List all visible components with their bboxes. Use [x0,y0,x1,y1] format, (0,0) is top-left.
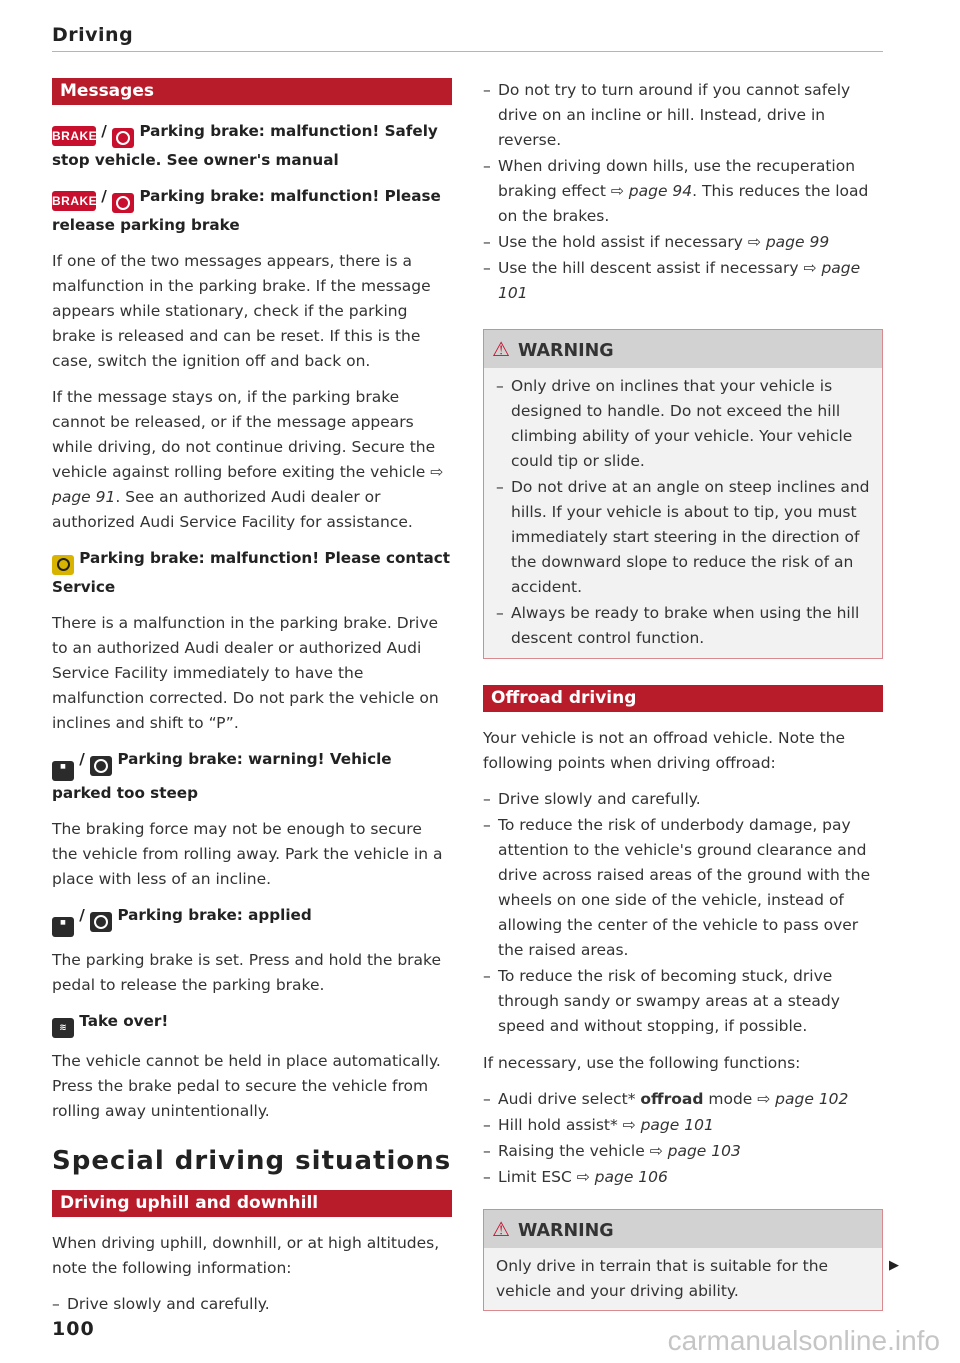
list-item: – Do not drive at an angle on steep inclines and hills. If your vehicle is about to tip, you must immediately start steering in the direction of the downward slope to reduce the risk of an accident. [496,475,870,600]
special-situations-heading: Special driving situations [52,1146,452,1176]
paragraph-text: If the message stays on, if the parking brake cannot be released, or if the message appears while driving, do not continue driving. Secure the vehicle against rolling before exiting the vehicle [52,388,436,481]
icon-separator: / [79,906,85,924]
icon-separator: / [101,122,107,140]
message-1 [52,119,452,173]
right-column [483,78,883,1311]
parking-brake-red-icon [112,193,134,213]
warning-title: WARNING [517,1221,614,1241]
paragraph-functions: If necessary, use the following functions: [483,1054,801,1072]
message-1-text: Parking brake: malfunction! Safely stop vehicle. See owner's manual [52,122,438,169]
watermark-logo: carmanualsonline.info [667,1325,940,1356]
offroad-list [483,787,883,1039]
continue-arrow-icon: ▶ [889,1258,899,1273]
mode-name: offroad [640,1090,704,1108]
uphill-tips-list [483,78,883,306]
list-item [483,154,883,229]
page-reference-link[interactable]: ⇨ page 91 [52,463,444,506]
icon-separator: / [101,187,107,205]
paragraph-take-over: The vehicle cannot be held in place automatically. Press the brake pedal to secure the vehicle from rolling away unintentionally. [52,1052,441,1120]
page-reference-link[interactable]: ⇨ page 106 [576,1168,668,1186]
message-6 [52,1009,452,1038]
list-item: – Drive slowly and carefully. [52,1292,452,1317]
warning-body [484,1248,882,1310]
warning-header [484,1210,882,1248]
list-item-text: . This reduces the load on the brakes. [498,182,869,225]
list-item-text: Hill hold assist* [498,1116,623,1134]
paragraph-text: . See an authorized Audi dealer or authorized Audi Service Facility for assistance. [52,488,413,531]
warning-title: WARNING [517,341,614,361]
list-item-text: Limit ESC [498,1168,577,1186]
list-item-text: mode [703,1090,758,1108]
left-column [52,78,452,1318]
park-brake-dark-icon: ■ [52,917,74,937]
paragraph-message-stays-on [52,385,452,535]
page-reference-link[interactable]: ⇨ page 102 [757,1090,849,1108]
list-item-text: Use the hill descent assist if necessary [498,259,804,277]
list-item [483,78,883,153]
list-item-text: Raising the vehicle [498,1142,650,1160]
page-reference-link[interactable]: ⇨ page 101 [498,259,861,302]
paragraph-too-steep: The braking force may not be enough to secure the vehicle from rolling away. Park the vehicle in a place with less of an incline. [52,820,443,888]
icon-separator: / [79,750,85,768]
list-item-text: Do not try to turn around if you cannot safely drive on an incline or hill. Instead, drive in reverse. [498,81,851,149]
paragraph-malfunction: If one of the two messages appears, there is a malfunction in the parking brake. If the message appears while stationary, check if the parking brake is released and can be reset. If this is the case, switch the ignition off and back on. [52,252,431,370]
list-item [483,1087,883,1112]
list-item-text: Use the hold assist if necessary [498,233,748,251]
uphill-list [52,1292,452,1317]
brake-warning-icon: BRAKE [52,191,96,211]
list-item-text: When driving down hills, use the recuperation braking effect [498,157,856,200]
warning-box-hills [483,329,883,659]
warning-list [496,374,870,651]
brake-warning-icon: BRAKE [52,126,96,146]
message-5-text: Parking brake: applied [117,906,312,924]
page-reference-link[interactable]: ⇨ page 103 [649,1142,741,1160]
warning-triangle-icon: ⚠ [492,1217,510,1241]
message-2-text: Parking brake: malfunction! Please release parking brake [52,187,441,234]
message-3 [52,546,452,600]
functions-list [483,1087,883,1190]
list-item [483,1165,883,1190]
take-over-icon: ≋ [52,1018,74,1038]
warning-box-terrain [483,1209,883,1311]
parking-brake-red-icon [112,128,134,148]
parking-brake-circle-icon [90,912,112,932]
paragraph-offroad: Your vehicle is not an offroad vehicle. Note the following points when driving offroad: [483,729,846,772]
page-number: 100 [52,1318,95,1340]
list-item [483,1139,883,1164]
paragraph-uphill: When driving uphill, downhill, or at high altitudes, note the following information: [52,1234,440,1277]
park-brake-dark-icon: ■ [52,761,74,781]
message-4 [52,747,452,806]
page-reference-link[interactable]: ⇨ page 99 [747,233,830,251]
header-rule [52,51,883,52]
list-item [483,1113,883,1138]
page-reference-link[interactable]: ⇨ page 101 [622,1116,714,1134]
list-item: – Always be ready to brake when using the hill descent control function. [496,601,870,651]
offroad-heading: Offroad driving [483,685,883,712]
list-item-text: Audi drive select* [498,1090,641,1108]
list-item: – To reduce the risk of underbody damage, pay attention to the vehicle's ground clearance and drive across raised areas of the ground with the wheels on one side of the vehicle, instead of allowing the center of the vehicle to pass over the raised areas. [483,813,883,963]
messages-heading: Messages [52,78,452,105]
paragraph-contact-service: There is a malfunction in the parking brake. Drive to an authorized Audi dealer or authorized Audi Service Facility immediately to have the malfunction corrected. Do not park the vehicle on inclines and shift to “P”. [52,614,439,732]
uphill-heading: Driving uphill and downhill [52,1190,452,1217]
running-header: Driving [52,24,134,46]
message-2 [52,184,452,238]
parking-brake-yellow-icon [52,555,74,575]
warning-triangle-icon: ⚠ [492,337,510,361]
list-item: – Drive slowly and carefully. [483,787,883,812]
warning-header [484,330,882,368]
page-reference-link[interactable]: ⇨ page 94 [610,182,693,200]
message-5 [52,903,452,937]
list-item: – Only drive on inclines that your vehicle is designed to handle. Do not exceed the hill climbing ability of your vehicle. Your vehicle could tip or slide. [496,374,870,474]
list-item [483,230,883,255]
message-6-text: Take over! [79,1012,169,1030]
paragraph-applied: The parking brake is set. Press and hold the brake pedal to release the parking brake. [52,951,442,994]
message-3-text: Parking brake: malfunction! Please contact Service [52,549,450,596]
list-item: – To reduce the risk of becoming stuck, drive through sandy or swampy areas at a steady speed and without stopping, if possible. [483,964,883,1039]
warning-body [484,368,882,658]
warning-text: Only drive in terrain that is suitable for the vehicle and your driving ability. [496,1257,829,1300]
parking-brake-circle-icon [90,756,112,776]
message-4-text: Parking brake: warning! Vehicle parked too steep [52,750,392,802]
list-item [483,256,883,306]
